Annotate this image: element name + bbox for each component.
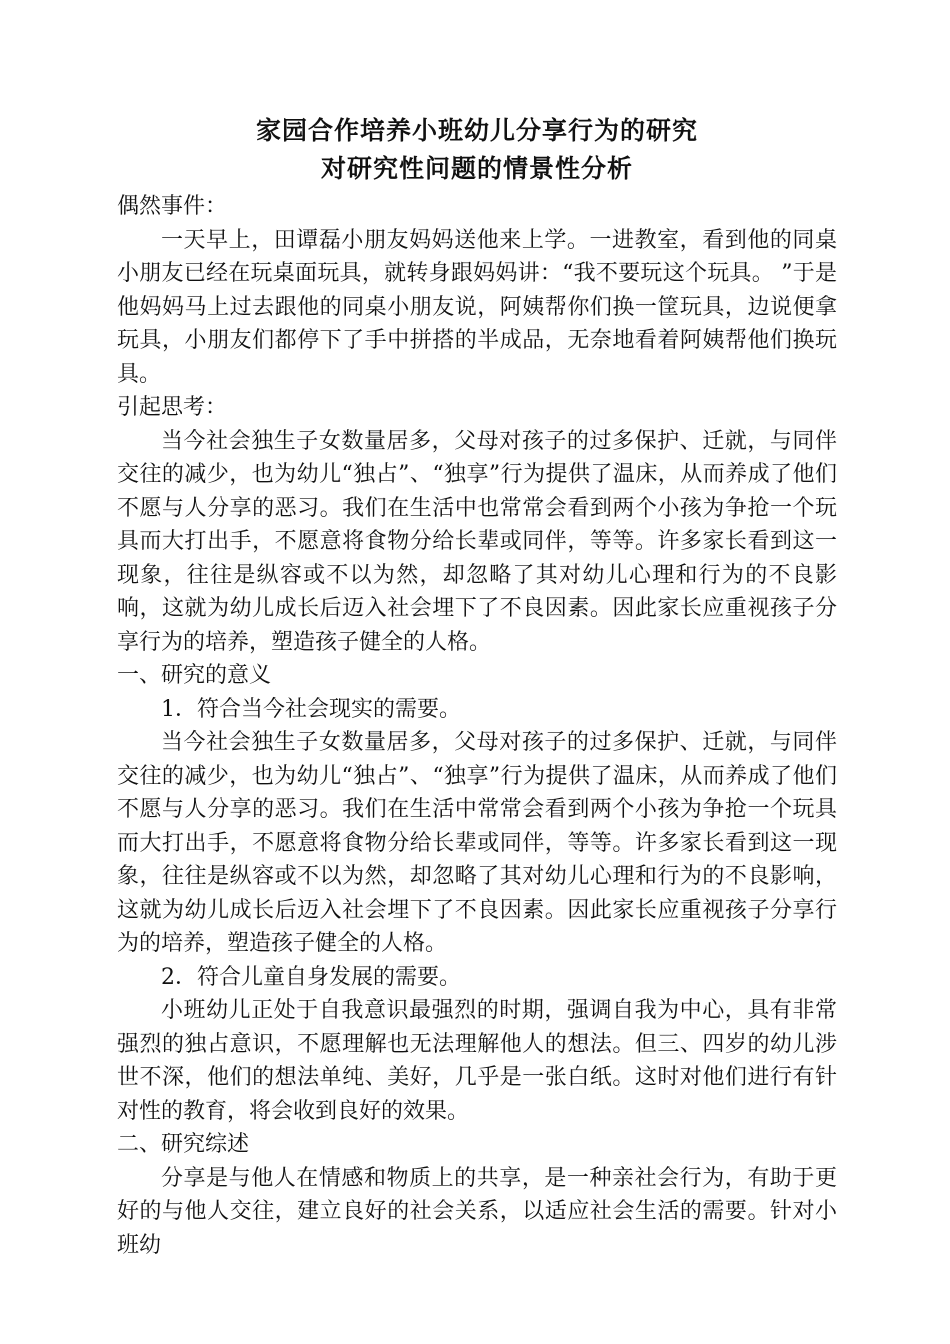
document-title: 家园合作培养小班幼儿分享行为的研究 — [255, 116, 698, 145]
body-paragraph: 一天早上，田谭磊小朋友妈妈送他来上学。一进教室，看到他的同桌小朋友已经在玩桌面玩具，就转身跟妈妈讲：“我不要玩这个玩具。 ”于是他妈妈马上过去跟他的同桌小朋友说，阿姨帮你们换一筐玩具，边说便拿玩具，小朋友们都停下了手中拼搭的半成品，无奈地看着阿姨帮他们换玩具。 — [117, 227, 837, 387]
document-page — [117, 112, 837, 1262]
body-paragraph: 小班幼儿正处于自我意识最强烈的时期，强调自我为中心，具有非常强烈的独占意识，不愿理解也无法理解他人的想法。但三、四岁的幼儿涉世不深，他们的想法单纯、美好，几乎是一张白纸。这时对他们进行有针对性的教育，将会收到良好的效果。 — [117, 998, 837, 1124]
body-paragraph: 1．符合当今社会现实的需要。 — [161, 696, 461, 722]
body-paragraph: 当今社会独生子女数量居多，父母对孩子的过多保护、迁就，与同伴交往的减少，也为幼儿“独占”、“独享”行为提供了温床，从而养成了他们不愿与人分享的恶习。我们在生活中也常常会看到两个小孩为争抢一个玩具而大打出手，不愿意将食物分给长辈或同伴，等等。许多家长看到这一现象，往往是纵容或不以为然，却忽略了其对幼儿心理和行为的不良影响，这就为幼儿成长后迈入社会埋下了不良因素。因此家长应重视孩子分享行为的培养，塑造孩子健全的人格。 — [117, 428, 837, 655]
section-heading: 二、研究综述 — [117, 1132, 250, 1157]
body-paragraph: 当今社会独生子女数量居多，父母对孩子的过多保护、迁就，与同伴交往的减少，也为幼儿“独占”、“独享”行为提供了温床，从而养成了他们不愿与人分享的恶习。我们在生活中常常会看到两个小孩为争抢一个玩具而大打出手，不愿意将食物分给长辈或同伴，等等。许多家长看到这一现象，往往是纵容或不以为然，却忽略了其对幼儿心理和行为的不良影响，这就为幼儿成长后迈入社会埋下了不良因素。因此家长应重视孩子分享行为的培养，塑造孩子健全的人格。 — [117, 730, 837, 956]
section-heading: 引起思考： — [117, 395, 228, 420]
body-paragraph: 分享是与他人在情感和物质上的共享，是一种亲社会行为，有助于更好的与他人交往，建立良好的社会关系，以适应社会生活的需要。针对小班幼 — [117, 1165, 837, 1258]
document-body — [117, 190, 837, 1262]
document-subtitle: 对研究性问题的情景性分析 — [320, 154, 633, 183]
section-heading: 一、研究的意义 — [117, 663, 272, 688]
section-heading: 偶然事件： — [117, 194, 228, 219]
body-paragraph: 2．符合儿童自身发展的需要。 — [161, 964, 461, 990]
